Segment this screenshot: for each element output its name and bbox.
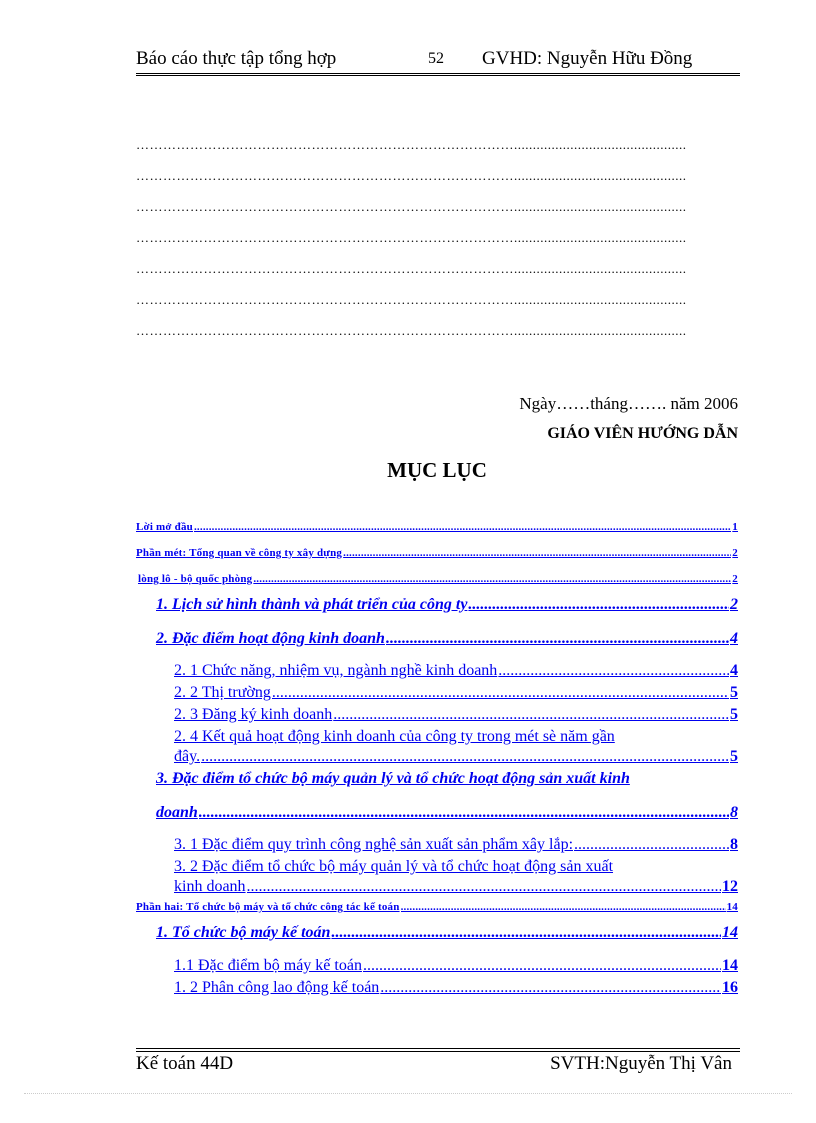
header-advisor: GVHD: Nguyễn Hữu Đồng xyxy=(482,48,693,69)
dotted-line: ………………………………………………………………………….............................................. xyxy=(136,292,687,307)
toc-title: MỤC LỤC xyxy=(387,458,487,482)
toc-entry-lich-su[interactable]: 1. Lịch sử hình thành và phát triển của công ty ..... 2 xyxy=(156,596,738,614)
toc-entry-phan-mot[interactable]: Phần mét: Tổng quan về công ty xây dựng ..... 2 xyxy=(136,547,738,559)
dotted-line: ………………………………………………………………………….............................................. xyxy=(136,230,687,245)
toc-entry-1-1[interactable]: 1.1 Đặc điểm bộ máy kế toán ..... 14 xyxy=(174,957,738,975)
toc-entry-1-2[interactable]: 1. 2 Phân công lao động kế toán ..... 16 xyxy=(174,979,738,997)
header-rule-double xyxy=(136,75,740,76)
dotted-line: ………………………………………………………………………….............................................. xyxy=(136,168,687,183)
toc-entry-2-3[interactable]: 2. 3 Đăng ký kinh doanh ..... 5 xyxy=(174,706,738,724)
toc-entry-2-4-cont[interactable]: đây. ..... 5 xyxy=(174,748,738,766)
toc-entry-3-1[interactable]: 3. 1 Đặc điểm quy trình công nghệ sản xuất sản phẩm xây lắp: ..... 8 xyxy=(174,836,738,854)
toc-entry-3-2[interactable]: 3. 2 Đặc điểm tổ chức bộ máy quản lý và tổ chức hoạt động sản xuất xyxy=(174,858,614,875)
toc-entry-long-lo[interactable]: lòng lô - bộ quốc phòng ..... 2 xyxy=(138,573,738,585)
toc-entry-dac-diem-to-chuc-cont[interactable]: doanh ..... 8 xyxy=(156,804,738,822)
header-report-title: Báo cáo thực tập tổng hợp xyxy=(136,48,337,69)
toc-entry-phan-hai[interactable]: Phần hai: Tổ chức bộ máy và tổ chức công tác kế toán ..... 14 xyxy=(136,901,738,913)
footer-student: SVTH:Nguyễn Thị Vân xyxy=(550,1053,732,1074)
toc-entry-to-chuc-bo-may[interactable]: 1. Tổ chức bộ máy kế toán ..... 14 xyxy=(156,924,738,942)
footer-rule-double xyxy=(136,1051,740,1052)
toc-entry-2-4[interactable]: 2. 4 Kết quả hoạt động kinh doanh của công ty trong mét sè năm gần xyxy=(174,728,615,745)
dotted-line: ………………………………………………………………………….............................................. xyxy=(136,323,687,338)
header-rule xyxy=(136,73,740,74)
signature-date: Ngày……tháng……. năm 2006 xyxy=(519,394,738,413)
toc-entry-2-1[interactable]: 2. 1 Chức năng, nhiệm vụ, ngành nghề kinh doanh ..... 4 xyxy=(174,662,738,680)
toc-entry-dac-diem-hoat-dong[interactable]: 2. Đặc điểm hoạt động kinh doanh ..... 4 xyxy=(156,630,738,648)
signature-title: GIÁO VIÊN HƯỚNG DẪN xyxy=(547,425,738,442)
page-footer xyxy=(136,1053,736,1075)
dotted-line: ………………………………………………………………………….............................................. xyxy=(136,137,687,152)
dotted-line: ………………………………………………………………………….............................................. xyxy=(136,199,687,214)
toc-entry-3-2-cont[interactable]: kinh doanh ..... 12 xyxy=(174,878,738,896)
toc-entry-2-2[interactable]: 2. 2 Thị trường ..... 5 xyxy=(174,684,738,702)
header-page-number: 52 xyxy=(428,50,444,67)
footer-rule xyxy=(136,1048,740,1049)
footer-class: Kế toán 44D xyxy=(136,1053,234,1074)
toc-entry-dac-diem-to-chuc[interactable]: 3. Đặc điểm tổ chức bộ máy quản lý và tổ chức hoạt động sản xuất kinh xyxy=(156,770,630,787)
page-edge xyxy=(24,1093,792,1094)
toc-entry-loi-mo-dau[interactable]: Lời mở đầu ..... 1 xyxy=(136,521,738,533)
page-header xyxy=(136,48,740,72)
dotted-line: ………………………………………………………………………….............................................. xyxy=(136,261,687,276)
